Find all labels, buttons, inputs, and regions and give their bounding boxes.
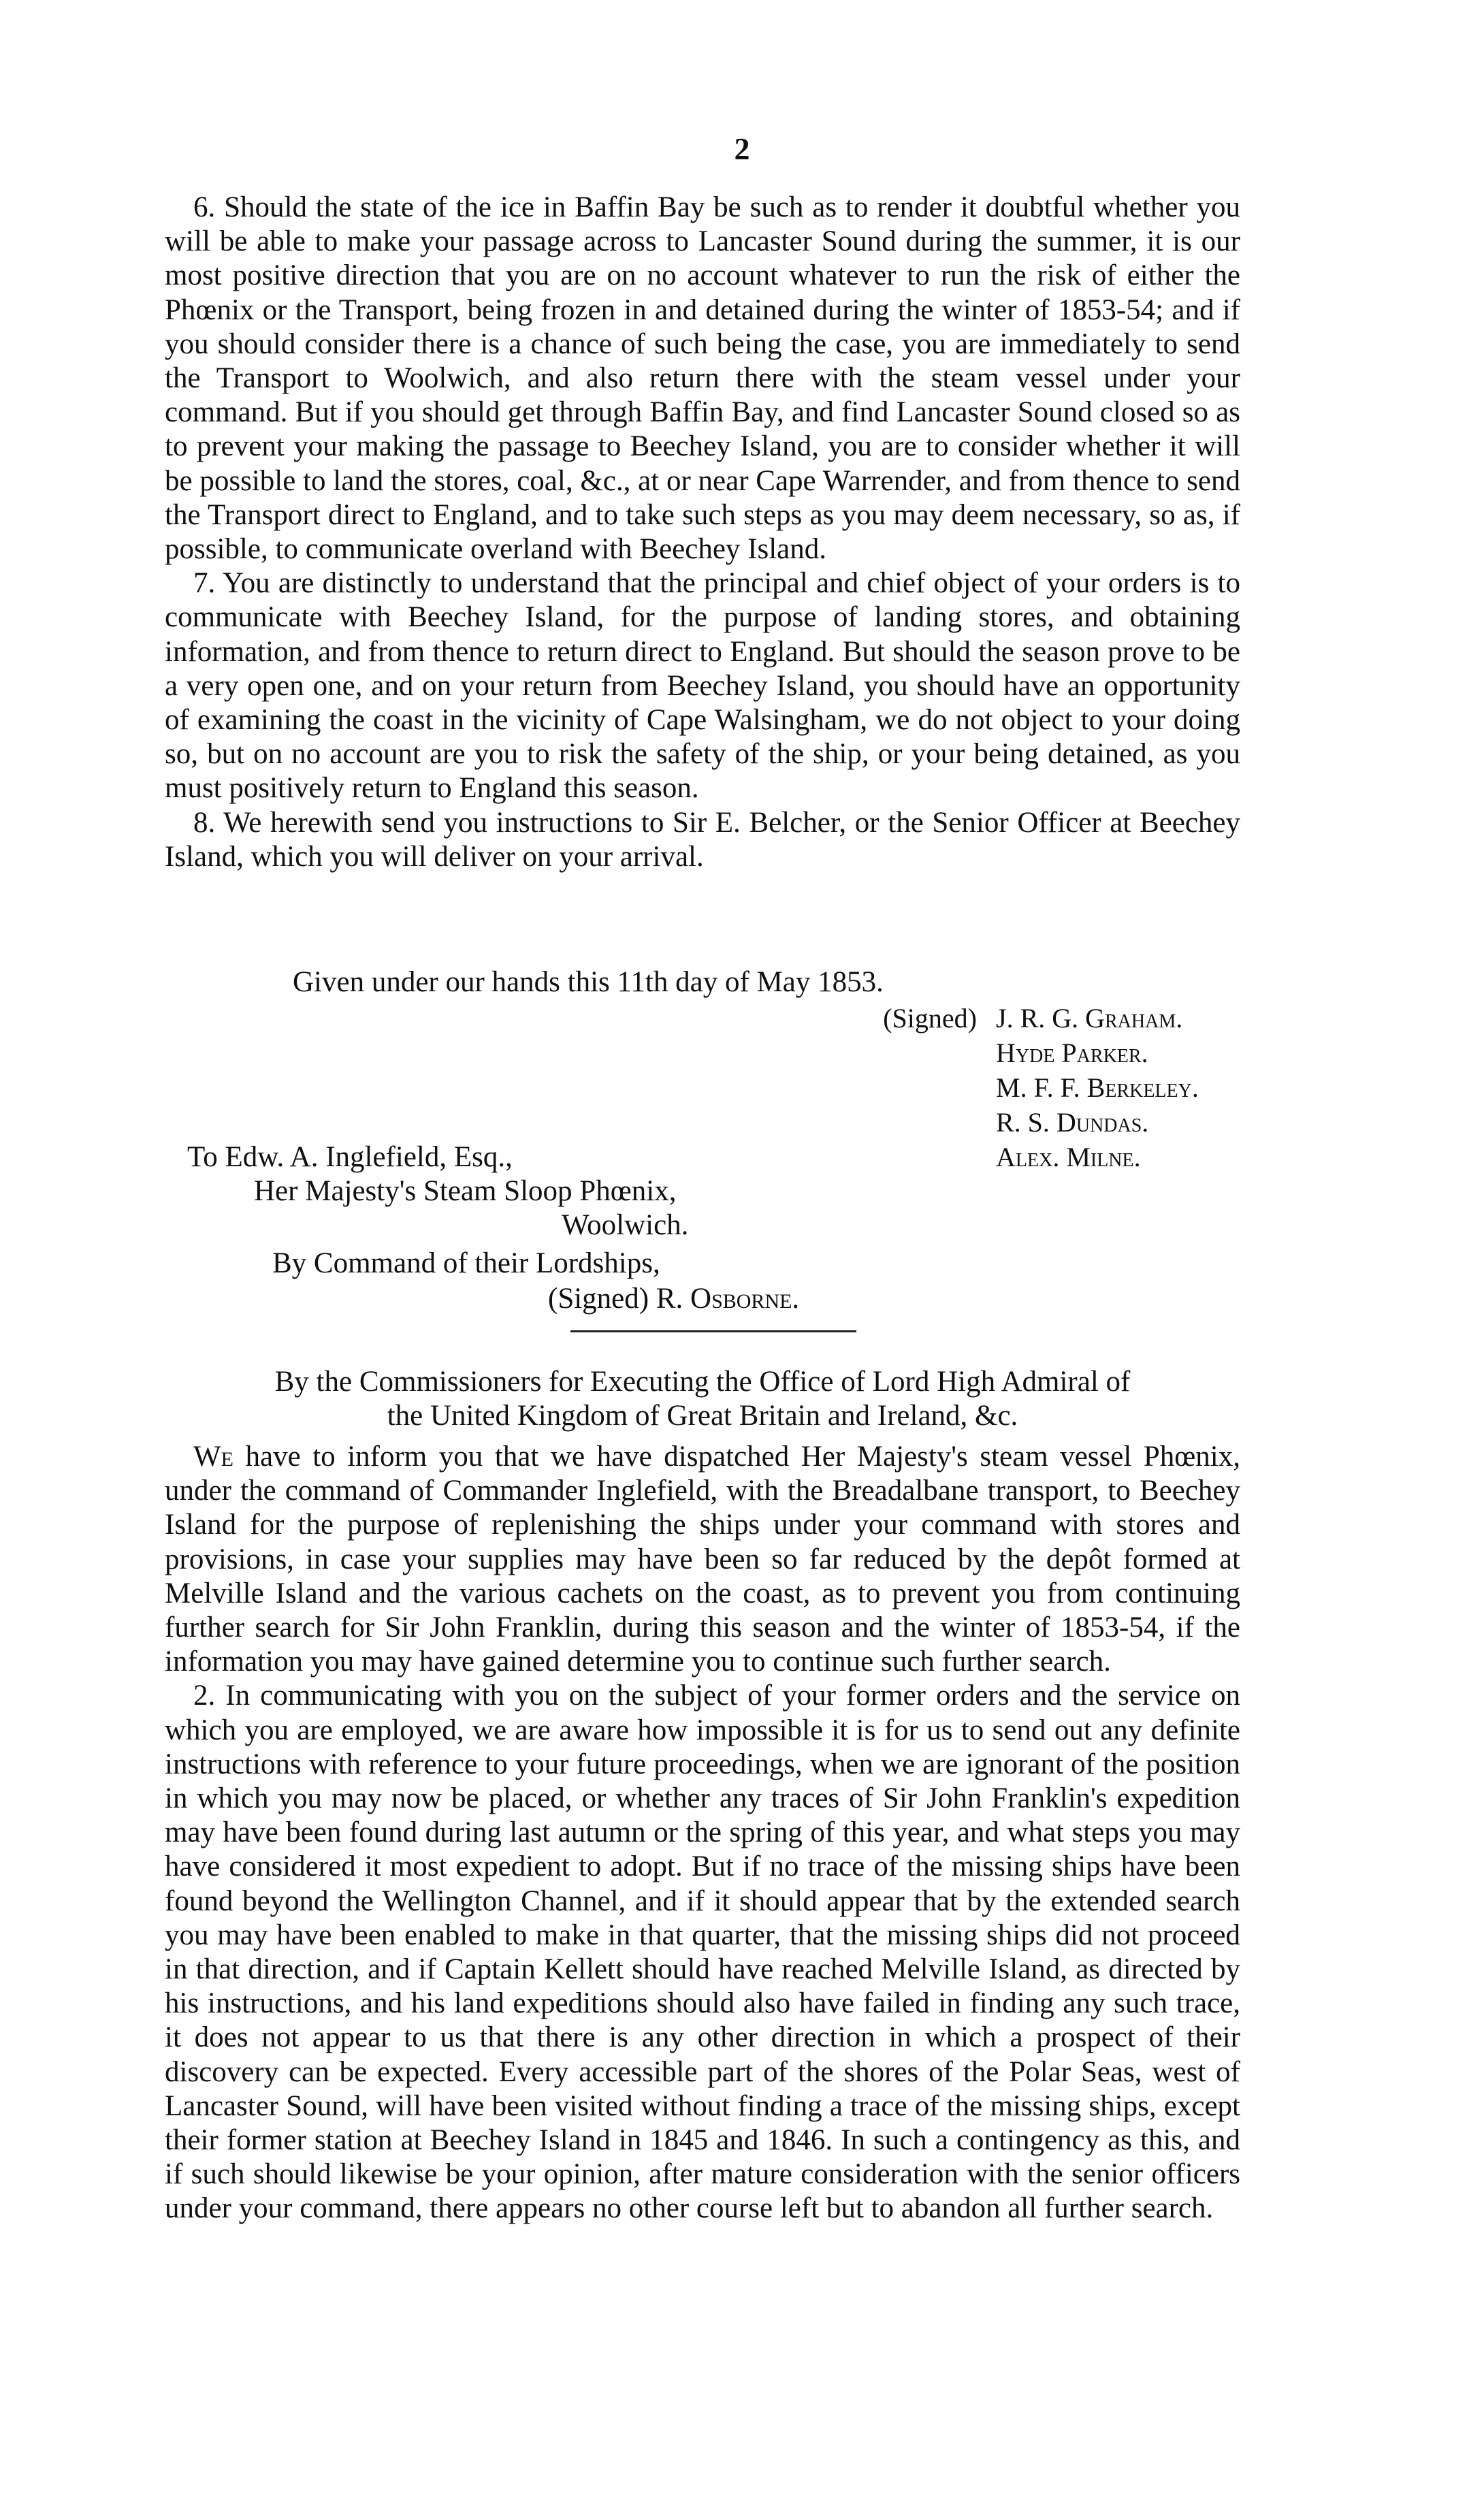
command-line: By Command of their Lordships, (272, 1247, 660, 1279)
page-number: 2 (734, 131, 750, 166)
addressee-ship: Her Majesty's Steam Sloop Phœnix, (254, 1175, 677, 1207)
signatory-name: R. S. Dundas. (996, 1107, 1149, 1138)
section-divider (570, 1330, 856, 1332)
paragraph-2 (165, 1679, 1240, 2226)
addressee-block (187, 1140, 688, 1242)
signatories-block (793, 1001, 1199, 1174)
signatory-name: Alex. Milne. (996, 1142, 1141, 1172)
section-heading (165, 1365, 1240, 1433)
signed-label: (Signed) (548, 1283, 649, 1315)
letter-section (165, 1440, 1240, 2226)
paragraph-lead: We (193, 1441, 233, 1473)
addressee-name: To Edw. A. Inglefield, Esq., (187, 1141, 513, 1173)
signed-label: (Signed) (883, 1003, 977, 1033)
dateline: Given under our hands this 11th day of May 1853. (293, 966, 884, 998)
secretary-name: R. Osborne. (656, 1283, 800, 1315)
signatory-name: Hyde Parker. (996, 1038, 1148, 1068)
command-signature (272, 1281, 799, 1317)
command-block (272, 1246, 799, 1317)
signatory-name: J. R. G. Graham. (996, 1003, 1183, 1033)
paragraph-text: have to inform you that we have dispatched Her Majesty's steam vessel Phœnix, under the command of Commander Inglefield, with the Breadalbane transport, to Beechey Island for the purpose of replenishing the ships under your command with stores and provisions, in case your supplies may have been so far reduced by the depôt formed at Melville Island and the various cachets on the coast, as to prevent you from continuing further search for Sir John Franklin, during this season and the winter of 1853-54, if the information you may have gained determine you to continue such further search. (165, 1441, 1240, 1678)
paragraph-8: 8. We herewith send you instructions to Sir E. Belcher, or the Senior Officer at Beechey Island, which you will deliver on your arrival. (165, 806, 1240, 873)
paragraph-7: 7. You are distinctly to understand that the principal and chief object of your orders is to communicate with Beechey Island, for the purpose of landing stores, and obtaining information, and from thence to return direct to England. But should the season prove to be a very open one, and on your return from Beechey Island, you should have an opportunity of examining the coast in the vicinity of Cape Walsingham, we do not object to your doing so, but on no account are you to risk the safety of the ship, or your being detained, as you must positively return to England this season. (165, 567, 1240, 805)
paragraph-1 (165, 1440, 1240, 1679)
heading-line: the United Kingdom of Great Britain and Ireland, &c. (387, 1400, 1018, 1432)
signatory-name: M. F. F. Berkeley. (996, 1072, 1199, 1103)
signatory-row (793, 1001, 1199, 1036)
addressee-place: Woolwich. (562, 1209, 689, 1241)
orders-section (165, 191, 1240, 874)
paragraph-text: 2. In communicating with you on the subject of your former orders and the service on which you are employed, we are aware how impossible it is for us to send out any definite instructions with reference to your future proceedings, when we are ignorant of the position in which you may now be placed, or whether any traces of Sir John Franklin's expedition may have been found during last autumn or the spring of this year, and what steps you may have considered it most expedient to adopt. But if no trace of the missing ships have been found beyond the Wellington Channel, and if it should appear that by the extended search you may have been enabled to make in that quarter, that the missing ships did not proceed in that direction, and if Captain Kellett should have reached Melville Island, as directed by his instructions, and his land expeditions should also have failed in finding any such trace, it does not appear to us that there is any other direction in which a prospect of their discovery can be expected. Every accessible part of the shores of the Polar Seas, west of Lancaster Sound, will have been visited without finding a trace of the missing ships, except their former station at Beechey Island in 1845 and 1846. In such a contingency as this, and if such should likewise be your opinion, after mature consideration with the senior officers under your command, there appears no other course left but to abandon all further search. (165, 1680, 1240, 2225)
heading-line: By the Commissioners for Executing the Office of Lord High Admiral of (274, 1366, 1131, 1398)
paragraph-6: 6. Should the state of the ice in Baffin Bay be such as to render it doubtful whether you will be able to make your passage across to Lancaster Sound during the summer, it is our most positive direction that you are on no account whatever to run the risk of either the Phœnix or the Transport, being frozen in and detained during the winter of 1853-54; and if you should consider there is a chance of such being the case, you are immediately to send the Transport to Woolwich, and also return there with the steam vessel under your command. But if you should get through Baffin Bay, and find Lancaster Sound closed so as to prevent your making the passage to Beechey Island, you are to consider whether it will be possible to land the stores, coal, &c., at or near Cape Warrender, and from thence to send the Transport direct to England, and to take such steps as you may deem necessary, so as, if possible, to communicate overland with Beechey Island. (165, 191, 1240, 566)
